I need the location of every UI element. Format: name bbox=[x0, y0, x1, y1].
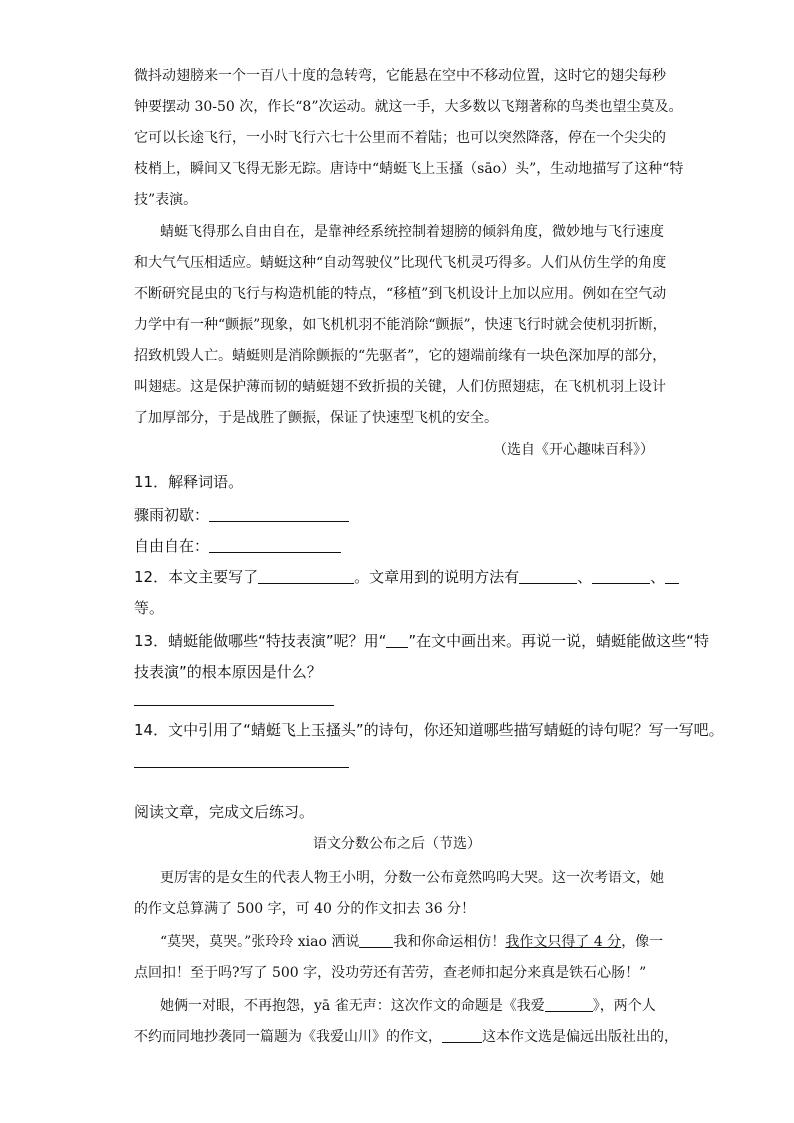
passage-line: 和大气气压相适应。蜻蜓这种“自动驾驶仪”比现代飞机灵巧得多。人们从仿生学的角度 bbox=[134, 255, 667, 271]
q12-text: 。文章用到的说明方法有 bbox=[354, 568, 520, 586]
answer-blank[interactable] bbox=[359, 933, 393, 948]
article-line bbox=[160, 996, 656, 1016]
passage-line: 蜻蜓飞得那么自由自在，是靠神经系统控制着翅膀的倾斜角度，微妙地与飞行速度 bbox=[160, 224, 664, 240]
article-line: 的作文总算满了 500 字，可 40 分的作文扣去 36 分！ bbox=[134, 901, 476, 917]
question-12-line-2: 等。 bbox=[134, 599, 165, 617]
article-text: 她俩一对眼，不再抱怨，yā 雀无声：这次作文的命题是《我爱 bbox=[160, 998, 545, 1014]
article-line: 点回扣！至于吗?写了 500 字，没功劳还有苦劳，查老师扣起分来真是铁石心肠！” bbox=[134, 965, 647, 981]
answer-blank[interactable] bbox=[442, 1028, 482, 1043]
passage-line: 枝梢上，瞬间又飞得无影无踪。唐诗中“蜻蜓飞上玉搔（sāo）头”，生动地描写了这种“特 bbox=[134, 161, 684, 177]
article-line bbox=[160, 932, 663, 952]
article-text: 不约而同地抄袭同一篇题为《我爱山川》的作文， bbox=[134, 1029, 442, 1045]
passage-line: 叫翅痣。这是保护薄而韧的蜻蜓翅不致折损的关键，人们仿照翅痣，在飞机机羽上设计 bbox=[134, 379, 666, 395]
passage-line: 它可以长途飞行，一小时飞行六七十公里而不着陆；也可以突然降落，停在一个尖尖的 bbox=[134, 130, 666, 146]
term-label: 骤雨初歇： bbox=[134, 506, 210, 524]
answer-blank[interactable] bbox=[519, 569, 577, 584]
article-text: 这本作文选是偏远出版社出的， bbox=[482, 1029, 678, 1045]
article-text: 》，两个人 bbox=[592, 998, 656, 1014]
question-11-title: 11．解释词语。 bbox=[134, 473, 244, 491]
q13-text: ”在文中画出来。再说一说，蜻蜓能做这些“特 bbox=[408, 632, 709, 650]
article-text: “莫哭，莫哭。”张玲玲 xiao 洒说 bbox=[160, 934, 360, 950]
underlined-text: 我作文只得了 4 分 bbox=[505, 934, 622, 950]
answer-line[interactable] bbox=[134, 767, 349, 768]
answer-blank[interactable] bbox=[545, 997, 593, 1012]
passage-source: （选自《开心趣味百科》） bbox=[493, 442, 654, 458]
question-13-line-2: 技表演”的根本原因是什么？ bbox=[134, 663, 322, 681]
passage-line: 了加厚部分，于是战胜了颤振，保证了快速型飞机的安全。 bbox=[134, 410, 498, 426]
answer-blank[interactable] bbox=[386, 633, 408, 648]
question-11-item-2 bbox=[134, 536, 341, 556]
question-12 bbox=[134, 567, 679, 587]
question-11-item-1 bbox=[134, 505, 349, 525]
passage-line: 技”表演。 bbox=[134, 192, 198, 208]
q12-sep: 、 bbox=[577, 568, 593, 586]
passage-line: 力学中有一种“颤振”现象，如飞机机羽不能消除“颤振”，快速飞行时就会使机羽折断， bbox=[134, 317, 667, 333]
article-line: 更厉害的是女生的代表人物王小明，分数一公布竟然呜呜大哭。这一次考语文，她 bbox=[160, 870, 664, 886]
question-13 bbox=[134, 631, 709, 651]
q13-text: 13．蜻蜓能做哪些“特技表演”呢？用“ bbox=[134, 632, 387, 650]
article-line bbox=[134, 1027, 678, 1047]
article-title: 语文分数公布之后（节选） bbox=[313, 836, 481, 852]
q12-sep: 、 bbox=[650, 568, 666, 586]
q12-text: 12．本文主要写了 bbox=[134, 568, 259, 586]
question-14: 14．文中引用了“蜻蜓飞上玉搔头”的诗句，你还知道哪些描写蜻蜓的诗句呢？写一写吧。 bbox=[134, 721, 724, 739]
section-instruction: 阅读文章，完成文后练习。 bbox=[134, 803, 315, 821]
passage-line: 钟要摆动 30-50 次，作长“8”次运动。就这一手，大多数以飞翔著称的鸟类也望尘莫及。 bbox=[134, 99, 683, 115]
answer-blank[interactable] bbox=[665, 569, 679, 584]
passage-line: 不断研究昆虫的飞行与构造机能的特点，“移植”到飞机设计上加以应用。例如在空气动 bbox=[134, 286, 667, 302]
passage-line: 招致机毁人亡。蜻蜓则是消除颤振的“先驱者”，它的翅端前缘有一块色深加厚的部分， bbox=[134, 348, 667, 364]
answer-blank[interactable] bbox=[209, 538, 341, 553]
answer-blank[interactable] bbox=[209, 507, 349, 522]
passage-line: 微抖动翅膀来一个一百八十度的急转弯，它能悬在空中不移动位置，这时它的翅尖每秒 bbox=[134, 68, 666, 84]
answer-blank[interactable] bbox=[592, 569, 650, 584]
answer-blank[interactable] bbox=[258, 569, 354, 584]
answer-line[interactable] bbox=[134, 705, 334, 706]
term-label: 自由自在： bbox=[134, 537, 210, 555]
article-text: 我和你命运相仿！ bbox=[393, 934, 506, 950]
article-text: ，像一 bbox=[621, 934, 664, 950]
